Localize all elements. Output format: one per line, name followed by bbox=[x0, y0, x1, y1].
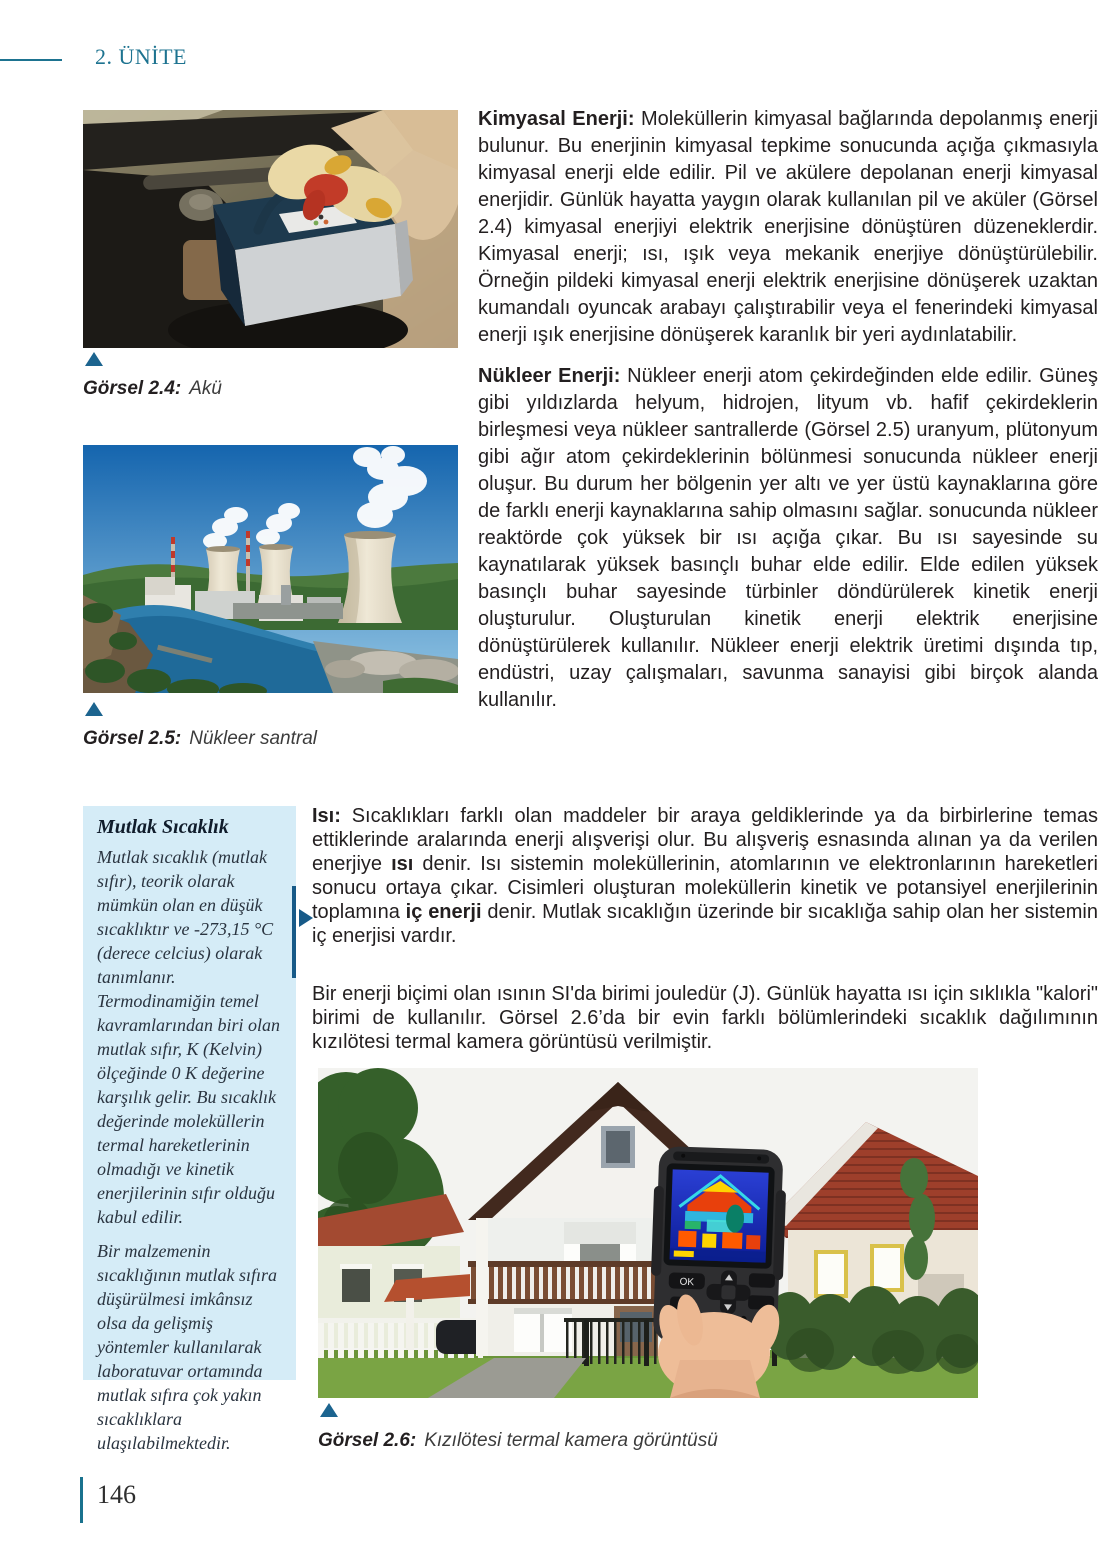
figure-caption-text: Akü bbox=[189, 378, 222, 399]
figure-caption-text: Nükleer santral bbox=[189, 728, 317, 749]
caption-marker-icon bbox=[85, 352, 103, 366]
page-number: 146 bbox=[97, 1480, 136, 1509]
sidebar-paragraph: Bir malzemenin sıcaklığının mutlak sıfıra düşürülmesi imkânsız olsa da gelişmiş yöntemler kullanılarak laboratuvar ortamında mutlak sıfıra çok yakın sıcaklıklara ulaşılabilmektedir. bbox=[97, 1241, 277, 1453]
thermal-camera-photo bbox=[318, 1068, 978, 1398]
caption-marker-icon bbox=[320, 1403, 338, 1417]
main-text-column bbox=[478, 106, 1098, 714]
paragraph-joule: Bir enerji biçimi olan ısının SI'da birimi jouledür (J). Günlük hayatta ısı için sıklıkla "kalori" birimi de kullanılır. Görsel 2.6’da bir evin farklı bölümlerindeki sıcaklık dağılımının kızılötesi termal kamera görüntüsü verilmiştir. bbox=[312, 983, 1098, 1053]
paragraph-lead: Kimyasal Enerji: bbox=[478, 108, 635, 130]
sidebar-accent-bar bbox=[292, 886, 296, 978]
figure-battery bbox=[83, 110, 458, 348]
page-number-rule bbox=[80, 1477, 83, 1523]
caption-marker-icon bbox=[85, 702, 103, 716]
figure-caption bbox=[83, 378, 222, 400]
nuclear-plant-photo bbox=[83, 445, 458, 693]
sidebar-title: Mutlak Sıcaklık bbox=[97, 816, 229, 838]
unit-header: 2. ÜNİTE bbox=[95, 44, 187, 69]
header-rule bbox=[0, 59, 62, 61]
figure-label: Görsel 2.4: bbox=[83, 378, 182, 399]
camera-ok-button: OK bbox=[679, 1276, 695, 1289]
figure-thermal bbox=[318, 1068, 978, 1398]
battery-photo bbox=[83, 110, 458, 348]
paragraph-isi: Isı: Sıcaklıkları farklı olan maddeler bir araya geldiklerinde ya da birbirlerine temas ettiklerinde aralarında enerji alışverişi olur. Bu alışveriş esnasında alınan ya da verilen enerjiye ısı denir. Isı sistemin moleküllerinin, atomlarının ve elektronlarının hareketleri sonucu ortaya çıkar. Cisimleri oluşturan moleküllerin kinetik ve potansiyel enerjilerinin toplamına iç enerji denir. Mutlak sıcaklığın üzerinde bir sıcaklığa sahip olan her sistemin iç enerjisi vardır. bbox=[312, 805, 1098, 947]
sidebar-mutlak-sicaklik bbox=[83, 806, 296, 1453]
paragraph-kimyasal-enerji: Kimyasal Enerji: Moleküllerin kimyasal bağlarında depolanmış enerji bulunur. Bu enerjinin kimyasal tepkime sonucunda açığa çıkmasıyla kimyasal enerji elde edilir. Pil ve akülere depolanan enerji kimyasal enerjidir. Günlük hayatta yaygın olarak kullanılan pil ve aküler (Görsel 2.4) kimyasal enerjiyi elektrik enerjisine dönüştüren düzeneklerdir. Kimyasal enerji; ısı, ışık veya mekanik enerjiye dönüştürülebilir. Örneğin pildeki kimyasal enerji elektrik enerjisine dönüşerek uzaktan kumandalı oyuncak arabayı çalıştırabilir veya el fenerindeki kimyasal enerji ışık enerjisine dönüşerek karanlık bir yeri aydınlatabilir. bbox=[478, 108, 1098, 346]
figure-caption-text: Kızılötesi termal kamera görüntüsü bbox=[424, 1430, 718, 1451]
sidebar-pointer-icon bbox=[299, 909, 313, 927]
figure-caption bbox=[83, 728, 317, 750]
figure-caption bbox=[318, 1430, 718, 1452]
figure-label: Görsel 2.5: bbox=[83, 728, 182, 749]
figure-label: Görsel 2.6: bbox=[318, 1430, 417, 1451]
paragraph-nukleer-enerji: Nükleer Enerji: Nükleer enerji atom çekirdeğinden elde edilir. Güneş gibi yıldızlarda helyum, hidrojen, lityum vb. hafif çekirdeklerin birleşmesi veya nükleer santrallerde (Görsel 2.5) uranyum, plütonyum gibi ağır atom çekirdeklerinin bölünmesi sonucunda nükleer enerji oluşur. Bu durum her bölgenin yer altı ve yer üstü kaynaklarına göre de farklı enerji kaynaklarına sahip olmasını sağlar. sonucunda nükleer reaktörde çok yüksek bir ısı açığa çıkar. Bu ısı sayesinde su kaynatılarak yüksek basınçlı buhar elde edilir. Elde edilen yüksek basınçlı buhar sayesinde türbinler döndürülerek kinetik enerji oluşturulur. Oluşturulan kinetik enerji elektrik enerjisine dönüştürülerek kullanılır. Nükleer enerji elektrik üretimi dışında tıp, endüstri, uzay çalışmaları, savunma sanayisi gibi birçok alanda kullanılır. bbox=[478, 365, 1098, 711]
figure-nuclear bbox=[83, 445, 458, 693]
sidebar-paragraph: Mutlak sıcaklık (mutlak sıfır), teorik olarak mümkün olan en düşük sıcaklıktır ve -273,15 °C (derece celcius) olarak tanımlanır. Termodinamiğin temel kavramlarından biri olan mutlak sıfır, K (Kelvin) ölçeğinde 0 K değerine karşılık gelir. Bu sıcaklık değerinde moleküllerin termal hareketlerinin olmadığı ve kinetik enerjilerinin sıfır olduğu kabul edilir. bbox=[97, 847, 280, 1227]
paragraph-lead: Nükleer Enerji: bbox=[478, 365, 621, 387]
